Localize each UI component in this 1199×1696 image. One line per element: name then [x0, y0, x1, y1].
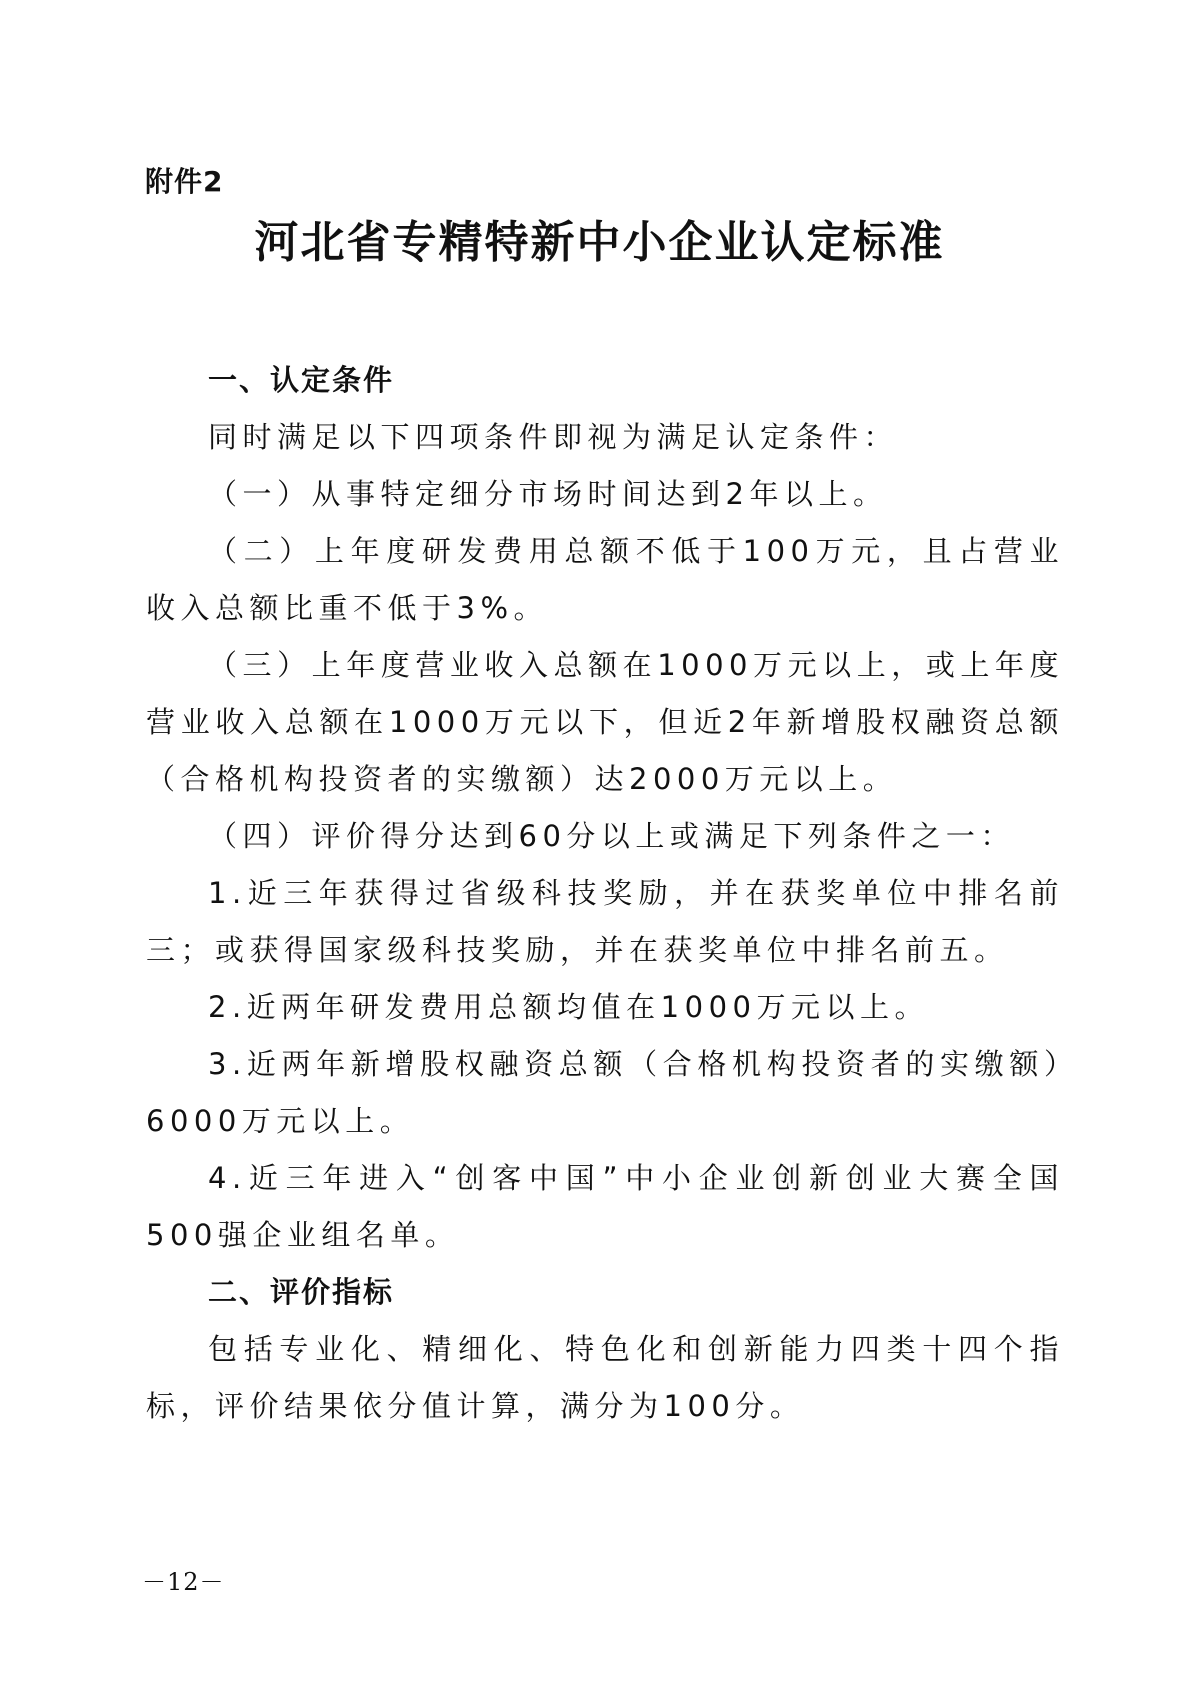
paragraph: 包括专业化、精细化、特色化和创新能力四类十四个指标，评价结果依分值计算，满分为100分。 [146, 1332, 1064, 1423]
sub-condition-3: 3.近两年新增股权融资总额（合格机构投资者的实缴额）6000万元以上。 [146, 1047, 1064, 1138]
sub-condition-1: 1.近三年获得过省级科技奖励，并在获奖单位中排名前三；或获得国家级科技奖励，并在获奖单位中排名前五。 [146, 876, 1064, 967]
condition-2: （二）上年度研发费用总额不低于100万元，且占营业收入总额比重不低于3%。 [146, 534, 1064, 625]
document-title: 河北省专精特新中小企业认定标准 [254, 217, 945, 268]
condition-1: （一）从事特定细分市场时间达到2年以上。 [208, 477, 888, 511]
page-number: －12－ [142, 1568, 225, 1596]
sub-condition-4: 4.近三年进入“创客中国”中小企业创新创业大赛全国500强企业组名单。 [146, 1161, 1064, 1252]
sub-condition-2: 2.近两年研发费用总额均值在1000万元以上。 [208, 990, 929, 1024]
section-heading-2: 二、评价指标 [208, 1275, 395, 1309]
attachment-label: 附件2 [145, 165, 224, 198]
paragraph: 同时满足以下四项条件即视为满足认定条件： [208, 420, 899, 454]
section-heading-1: 一、认定条件 [208, 363, 395, 397]
condition-4: （四）评价得分达到60分以上或满足下列条件之一： [208, 819, 1015, 853]
document-body [146, 352, 1064, 1435]
condition-3: （三）上年度营业收入总额在1000万元以上，或上年度营业收入总额在1000万元以下，但近2年新增股权融资总额（合格机构投资者的实缴额）达2000万元以上。 [146, 648, 1064, 796]
